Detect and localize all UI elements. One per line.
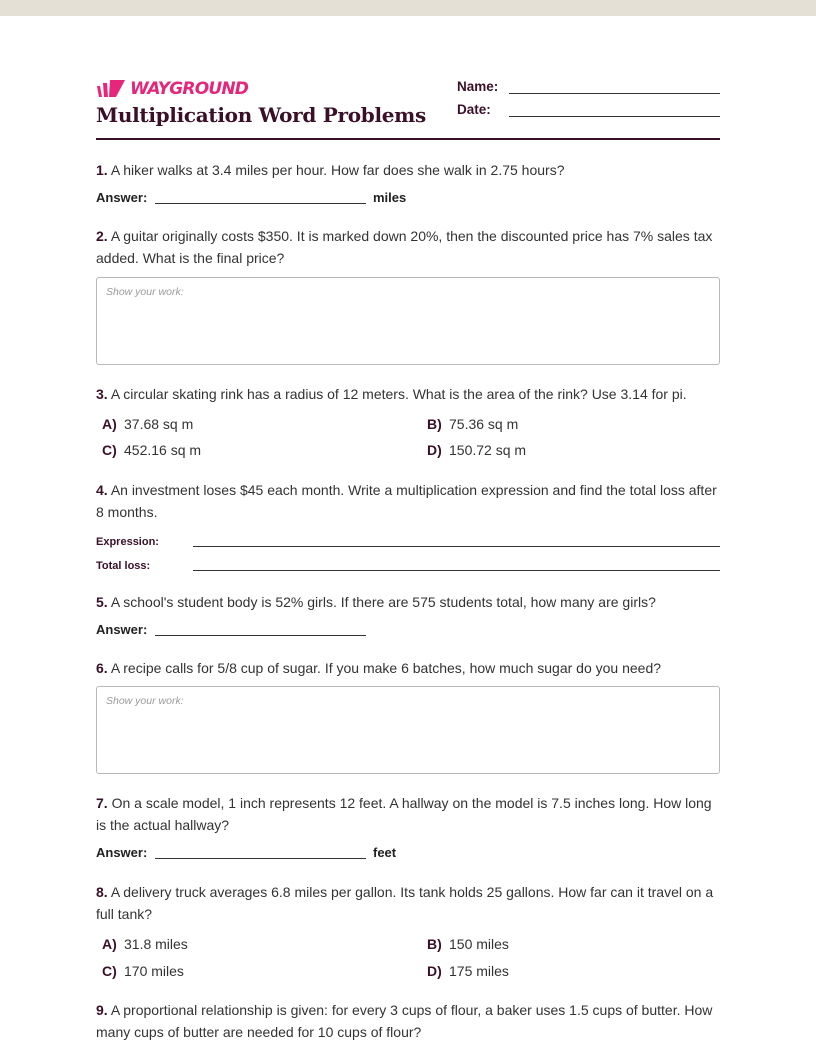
- question-1: [96, 159, 720, 181]
- answer-row-7[interactable]: [96, 841, 396, 861]
- choice-letter: C): [102, 963, 117, 979]
- question-3: [96, 383, 720, 405]
- work-placeholder: Show your work:: [106, 695, 184, 707]
- date-field[interactable]: [457, 99, 720, 119]
- top-bar: [0, 0, 816, 16]
- answer-row-1[interactable]: [96, 186, 406, 206]
- question-6: [96, 657, 720, 679]
- answer-label: Answer:: [96, 190, 148, 205]
- date-label: Date:: [457, 102, 491, 117]
- choice-d[interactable]: [427, 961, 509, 981]
- date-line[interactable]: [509, 116, 720, 117]
- question-text: A proportional relationship is given: for every 3 cups of flour, a baker uses 1.5 cups of butter. How many cups of butter are needed for 10 cups of flour?: [96, 1002, 713, 1040]
- question-number: 8.: [96, 884, 108, 900]
- question-number: 9.: [96, 1002, 108, 1018]
- brand-logo: [96, 79, 248, 99]
- question-text: A school's student body is 52% girls. If there are 575 students total, how many are girls?: [110, 594, 656, 610]
- choice-b[interactable]: [427, 934, 509, 954]
- expression-row[interactable]: [96, 531, 720, 549]
- question-7: [96, 792, 720, 836]
- question-number: 3.: [96, 386, 108, 402]
- question-text: A guitar originally costs $350. It is marked down 20%, then the discounted price has 7% sales tax added. What is the final price?: [96, 228, 713, 266]
- answer-unit: feet: [373, 845, 397, 860]
- choice-c[interactable]: [102, 440, 201, 460]
- name-field[interactable]: [457, 76, 720, 96]
- question-8: [96, 881, 720, 925]
- question-2: [96, 225, 720, 269]
- answer-line[interactable]: [155, 203, 366, 204]
- choice-text: 150 miles: [449, 936, 509, 952]
- question-number: 1.: [96, 162, 108, 178]
- answer-unit: miles: [373, 190, 407, 205]
- answer-line[interactable]: [155, 858, 366, 859]
- choice-letter: B): [427, 416, 442, 432]
- question-5: [96, 591, 720, 613]
- answer-row-5[interactable]: [96, 618, 366, 638]
- choice-b[interactable]: [427, 414, 518, 434]
- question-4: [96, 479, 720, 523]
- choice-letter: D): [427, 963, 442, 979]
- question-text: A circular skating rink has a radius of 12 meters. What is the area of the rink? Use 3.14 for pi.: [110, 386, 687, 402]
- expression-label: Expression:: [96, 536, 159, 548]
- question-text: A recipe calls for 5/8 cup of sugar. If you make 6 batches, how much sugar do you need?: [110, 660, 662, 676]
- question-number: 2.: [96, 228, 108, 244]
- question-number: 5.: [96, 594, 108, 610]
- work-placeholder: Show your work:: [106, 286, 184, 298]
- total-loss-row[interactable]: [96, 555, 720, 573]
- choice-text: 150.72 sq m: [449, 442, 527, 458]
- choice-letter: A): [102, 936, 117, 952]
- choice-d[interactable]: [427, 440, 526, 460]
- question-number: 4.: [96, 482, 108, 498]
- choice-text: 175 miles: [449, 963, 509, 979]
- question-number: 6.: [96, 660, 108, 676]
- choice-c[interactable]: [102, 961, 184, 981]
- answer-label: Answer:: [96, 845, 148, 860]
- question-number: 7.: [96, 795, 108, 811]
- name-line[interactable]: [509, 93, 720, 94]
- choice-text: 170 miles: [124, 963, 184, 979]
- brand-name: WAYGROUND: [130, 79, 249, 99]
- total-loss-label: Total loss:: [96, 560, 151, 572]
- choice-text: 31.8 miles: [124, 936, 188, 952]
- choice-a[interactable]: [102, 934, 188, 954]
- choice-text: 37.68 sq m: [124, 416, 194, 432]
- choice-text: 75.36 sq m: [449, 416, 519, 432]
- choice-letter: B): [427, 936, 442, 952]
- question-text: An investment loses $45 each month. Write a multiplication expression and find the total loss after 8 months.: [96, 482, 717, 520]
- choice-letter: C): [102, 442, 117, 458]
- wayground-logo-icon: [96, 80, 126, 98]
- header-divider: [96, 138, 720, 140]
- choice-letter: D): [427, 442, 442, 458]
- question-text: On a scale model, 1 inch represents 12 feet. A hallway on the model is 7.5 inches long. How long is the actual hallway?: [96, 795, 712, 833]
- question-text: A hiker walks at 3.4 miles per hour. How far does she walk in 2.75 hours?: [110, 162, 565, 178]
- answer-line[interactable]: [155, 635, 366, 636]
- name-label: Name:: [457, 79, 499, 94]
- answer-label: Answer:: [96, 622, 148, 637]
- page-title: Multiplication Word Problems: [96, 103, 427, 127]
- expression-line[interactable]: [193, 546, 720, 547]
- choice-letter: A): [102, 416, 117, 432]
- work-box-2[interactable]: [96, 277, 720, 365]
- question-9: [96, 999, 720, 1043]
- work-box-6[interactable]: [96, 686, 720, 774]
- question-text: A delivery truck averages 6.8 miles per gallon. Its tank holds 25 gallons. How far can it travel on a full tank?: [96, 884, 714, 922]
- choice-text: 452.16 sq m: [124, 442, 202, 458]
- total-loss-line[interactable]: [193, 570, 720, 571]
- choice-a[interactable]: [102, 414, 193, 434]
